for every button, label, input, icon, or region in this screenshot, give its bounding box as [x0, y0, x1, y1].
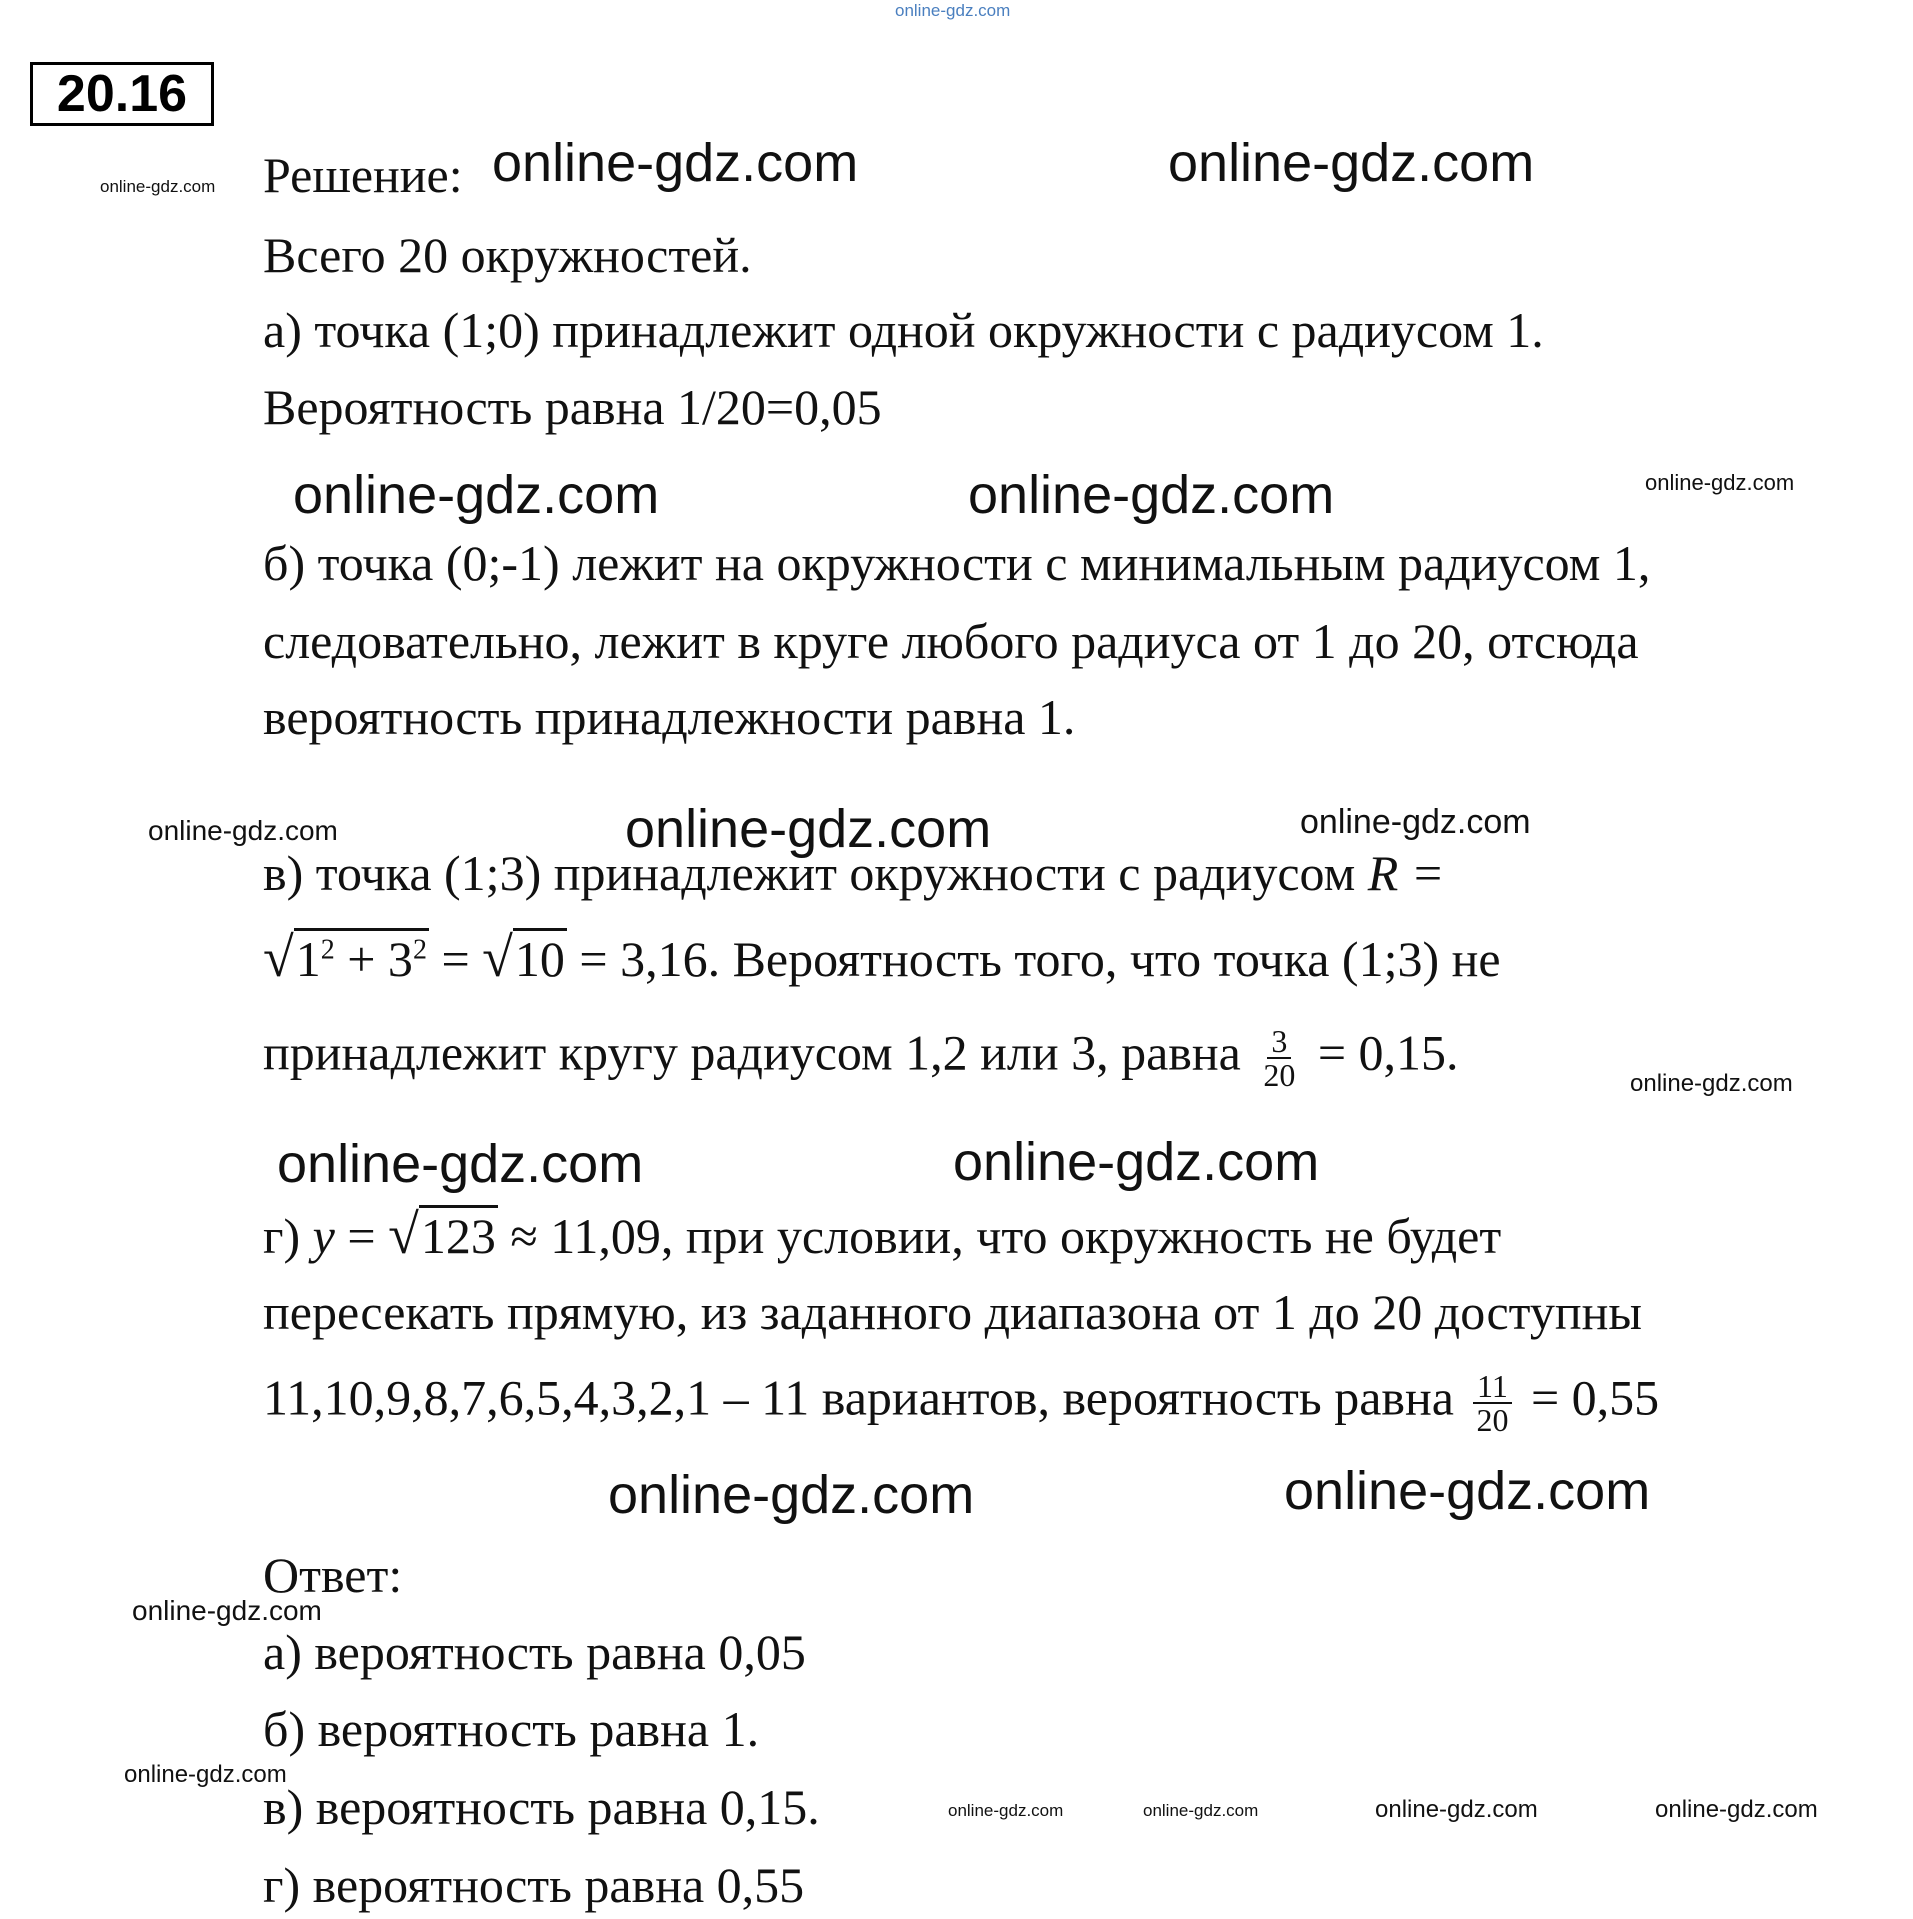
denominator: 20 [1263, 1057, 1296, 1093]
answer-b: б) вероятность равна 1. [263, 1701, 760, 1757]
solution-heading: Решение: [263, 147, 463, 203]
watermark: online-gdz.com [1655, 1796, 1818, 1823]
term-b: + 3 [347, 931, 413, 987]
numerator: 11 [1473, 1370, 1512, 1404]
result: = 3,16. [579, 931, 721, 987]
part-v-text: принадлежит кругу радиусом 1,2 или 3, равна [263, 1024, 1241, 1081]
watermark: online-gdz.com [1645, 470, 1795, 495]
watermark: online-gdz.com [1630, 1070, 1793, 1097]
part-g-line-1 [263, 1204, 1502, 1266]
answer-a: а) вероятность равна 0,05 [263, 1624, 806, 1680]
denominator: 20 [1476, 1402, 1509, 1438]
answer-heading: Ответ: [263, 1547, 403, 1603]
answer-g: г) вероятность равна 0,55 [263, 1857, 805, 1913]
term-a: 1 [295, 931, 321, 987]
watermark: online-gdz.com [625, 799, 992, 859]
watermark: online-gdz.com [124, 1761, 287, 1788]
sqrt-expression: √123 [388, 1204, 496, 1266]
watermark: online-gdz.com [1143, 1801, 1259, 1820]
radius-symbol: R = [1367, 845, 1445, 901]
result: = 0,55 [1530, 1369, 1660, 1426]
part-b-line-1: б) точка (0;-1) лежит на окружности с минимальным радиусом 1, [263, 535, 1651, 591]
watermark: online-gdz.com [1375, 1796, 1538, 1823]
fraction [1472, 1370, 1512, 1436]
watermark: online-gdz.com [100, 177, 216, 196]
problem-number: 20.16 [30, 62, 214, 126]
watermark: online-gdz.com [277, 1134, 644, 1194]
radicand: 123 [419, 1205, 498, 1264]
exponent: 2 [320, 934, 335, 966]
part-b-line-3: вероятность принадлежности равна 1. [263, 689, 1076, 745]
intro-line: Всего 20 окружностей. [263, 227, 752, 283]
watermark: online-gdz.com [148, 815, 338, 846]
approx-value: ≈ 11,09, [510, 1208, 674, 1264]
watermark: online-gdz.com [948, 1801, 1064, 1820]
watermark: online-gdz.com [492, 133, 859, 193]
answer-v: в) вероятность равна 0,15. [263, 1779, 820, 1835]
numerator: 3 [1267, 1025, 1291, 1059]
sqrt-expression: $√1^2 + 3^2$ [263, 927, 427, 989]
part-g-text: 11,10,9,8,7,6,5,4,3,2,1 – 11 вариантов, вероятность равна [263, 1369, 1454, 1426]
watermark: online-gdz.com [1168, 133, 1535, 193]
variable: y [312, 1208, 335, 1264]
part-v-line-3 [263, 1025, 1459, 1091]
part-v-line-1 [263, 845, 1445, 901]
result: = 0,15. [1317, 1024, 1459, 1081]
part-b-line-2: следовательно, лежит в круге любого радиуса от 1 до 20, отсюда [263, 613, 1639, 669]
part-v-text: в) точка (1;3) принадлежит окружности с радиусом [263, 845, 1356, 901]
part-v-line-2 [263, 927, 1501, 989]
radicand: 10 [513, 928, 567, 987]
watermark: online-gdz.com [132, 1595, 322, 1626]
watermark: online-gdz.com [968, 465, 1335, 525]
fraction [1259, 1025, 1299, 1091]
part-g-text: при условии, что окружность не будет [685, 1208, 1502, 1264]
watermark: online-gdz.com [1300, 803, 1531, 841]
part-g-line-2: пересекать прямую, из заданного диапазона от 1 до 20 доступны [263, 1284, 1642, 1340]
watermark: online-gdz.com [608, 1465, 975, 1525]
watermark: online-gdz.com [293, 465, 660, 525]
part-label: г) [263, 1208, 301, 1264]
equals: = [441, 931, 470, 987]
part-a-line-1: а) точка (1;0) принадлежит одной окружности с радиусом 1. [263, 302, 1544, 358]
equals: = [347, 1208, 376, 1264]
exponent: 2 [412, 934, 427, 966]
part-a-line-2: Вероятность равна 1/20=0,05 [263, 379, 882, 435]
part-g-line-3 [263, 1370, 1659, 1436]
watermark: online-gdz.com [1284, 1461, 1651, 1521]
watermark: online-gdz.com [953, 1132, 1320, 1192]
part-v-text: Вероятность того, что точка (1;3) не [732, 931, 1501, 987]
watermark: online-gdz.com [895, 1, 1011, 20]
sqrt-expression: √10 [482, 927, 565, 989]
